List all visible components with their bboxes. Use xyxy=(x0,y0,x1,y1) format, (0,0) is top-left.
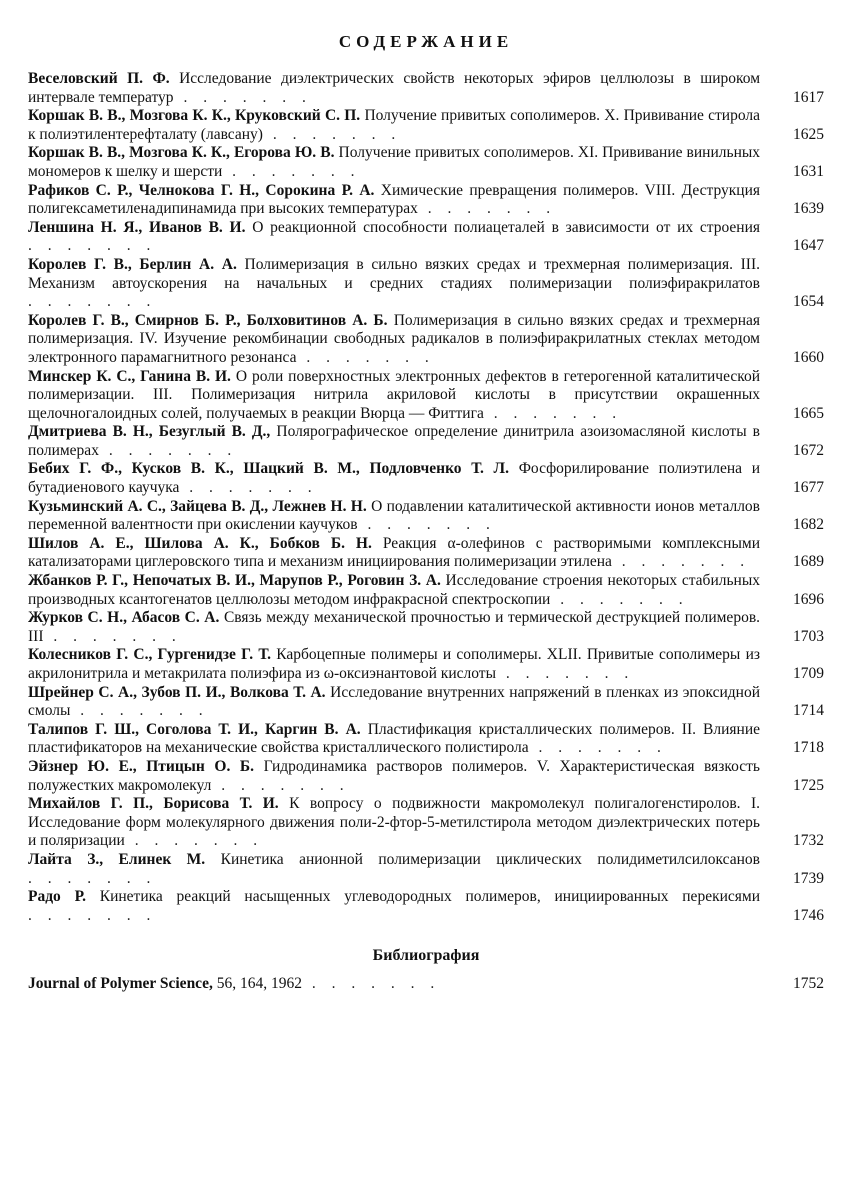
toc-entry-page: 1654 xyxy=(793,293,824,311)
toc-entry-text xyxy=(28,256,770,312)
toc-entry-title: Полярографическое определение динитрила азоизомасляной кислоты в полимерах xyxy=(28,423,760,459)
toc-entry-authors: Радо Р. xyxy=(28,888,86,906)
dot-leader: . . . . . . . xyxy=(28,869,157,887)
toc-entry-authors: Рафиков С. Р., Челнокова Г. Н., Сорокина Р. А. xyxy=(28,181,375,199)
toc-entry-text xyxy=(28,851,770,888)
toc-entry-page: 1696 xyxy=(793,590,824,608)
toc-entry xyxy=(28,975,824,994)
toc-entry-page: 1709 xyxy=(793,665,824,682)
toc-entry-page: 1677 xyxy=(793,479,824,497)
toc-entry xyxy=(28,70,824,107)
dot-leader: . . . . . . . xyxy=(28,237,157,255)
toc-entry-text xyxy=(28,498,770,535)
toc-entry-page: 1718 xyxy=(793,739,824,757)
toc-entry xyxy=(28,609,824,646)
dot-leader: . . . . . . . xyxy=(98,441,238,459)
toc-entry-page: 1665 xyxy=(793,404,824,422)
toc-entry-page: 1703 xyxy=(793,627,824,645)
toc-entry xyxy=(28,423,824,460)
toc-entry-page: 1647 xyxy=(793,237,824,255)
toc-entry-title: К вопросу о подвижности макромолекул полигалогенстиролов. I. Исследование форм молекулярного движения поли-2-фтор-5-метилстирола методом диэлектрических потерь и поляризации xyxy=(28,795,760,850)
toc-entry xyxy=(28,851,824,888)
toc-entry-authors: Королев Г. В., Смирнов Б. Р., Болховитинов А. Б. xyxy=(28,311,388,329)
dot-leader: . . . . . . . xyxy=(222,162,361,180)
dot-leader: . . . . . . . xyxy=(301,975,441,993)
toc-entry-title: Исследование строения некоторых стабильных производных ксантогенатов целлюлозы методом инфракрасной спектроскопии xyxy=(28,572,761,608)
toc-entry-authors: Эйзнер Ю. Е., Птицын О. Б. xyxy=(28,757,255,775)
bibliography-list xyxy=(28,975,824,994)
toc-entry-authors: Жбанков Р. Г., Непочатых В. И., Марупов Р., Роговин З. А. xyxy=(28,572,441,590)
dot-leader: . . . . . . . xyxy=(179,479,318,497)
toc-entry xyxy=(28,758,824,795)
toc-entry xyxy=(28,535,824,572)
toc-entry-authors: Королев Г. В., Берлин А. А. xyxy=(28,255,237,273)
toc-entry-authors: Коршак В. В., Мозгова К. К., Круковский С. П. xyxy=(28,107,361,125)
toc-entry-title: О реакционной способности полиацеталей в зависимости от их строения xyxy=(252,218,760,236)
toc-entry-title: Реакция α-олефинов с растворимыми комплексными катализаторами циглеровского типа и механизм инициирования полимеризации этилена xyxy=(28,534,760,571)
toc-entry-title: Пластификация кристаллических полимеров. II. Влияние пластификаторов на механические свойства кристаллического полистирола xyxy=(28,720,760,757)
toc-entry-title: Кинетика анионной полимеризации циклических полидиметилсилоксанов xyxy=(220,850,760,868)
toc-entry-authors: Дмитриева В. Н., Безуглый В. Д., xyxy=(28,423,271,441)
toc-entry-authors: Шилов А. Е., Шилова А. К., Бобков Б. Н. xyxy=(28,534,372,552)
toc-entry xyxy=(28,107,824,144)
dot-leader: . . . . . . . xyxy=(28,906,157,924)
toc-entry-text xyxy=(28,423,770,460)
toc-entry-page: 1732 xyxy=(793,832,824,850)
toc-entry-title: О подавлении каталитической активности ионов металлов переменной валентности при окислении каучуков xyxy=(28,497,761,534)
toc-entry-page: 1672 xyxy=(793,441,824,459)
toc-entry-page: 1617 xyxy=(793,88,824,106)
toc-entry-page: 1660 xyxy=(793,348,824,366)
toc-entry-text xyxy=(28,758,770,795)
toc-entry xyxy=(28,888,824,925)
toc-entry-authors: Кузьминский А. С., Зайцева В. Д., Лежнев Н. Н. xyxy=(28,497,367,515)
toc-entry-title: Исследование диэлектрических свойств некоторых эфиров целлюлозы в широком интервале температур xyxy=(28,70,761,106)
dot-leader: . . . . . . . xyxy=(70,702,209,720)
toc-entry-text xyxy=(28,70,770,107)
toc-entry xyxy=(28,795,824,851)
toc-entry xyxy=(28,312,824,368)
toc-entry-authors: Лайта З., Елинек М. xyxy=(28,850,206,868)
toc-entry-title: 56, 164, 1962 xyxy=(216,975,302,993)
toc-entry-authors: Journal of Polymer Science, xyxy=(28,975,213,993)
toc-entry-title: Получение привитых сополимеров. XI. Прививание винильных мономеров к шелку и шерсти xyxy=(28,144,761,180)
toc-entry-authors: Веселовский П. Ф. xyxy=(28,70,170,87)
toc-entry-text xyxy=(28,312,770,368)
toc-entry-page: 1739 xyxy=(793,869,824,887)
dot-leader: . . . . . . . xyxy=(417,200,557,218)
toc-entry xyxy=(28,219,824,256)
bibliography-heading: Библиография xyxy=(372,947,480,965)
toc-entry-page: 1689 xyxy=(793,553,824,571)
dot-leader: . . . . . . . xyxy=(173,88,312,106)
toc-entry-title: Полимеризация в сильно вязких средах и трехмерная полимеризация. III. Механизм автоускорения на начальных и средних стадиях полимеризации полиэфиракрилатов xyxy=(28,255,760,292)
toc-entry-text xyxy=(28,107,770,144)
dot-leader: . . . . . . . xyxy=(483,404,623,422)
toc-entry-text xyxy=(28,368,770,424)
toc-entry-title: Получение привитых сополимеров. X. Прививание стирола к полиэтилентерефталату (лавсану) xyxy=(28,107,761,143)
toc-entry-page: 1631 xyxy=(793,162,824,180)
toc-entry xyxy=(28,368,824,424)
dot-leader: . . . . . . . xyxy=(262,125,402,143)
dot-leader: . . . . . . . xyxy=(611,553,751,571)
dot-leader: . . . . . . . xyxy=(528,739,667,757)
toc-entry-title: Фосфорилирование полиэтилена и бутадиенового каучука xyxy=(28,460,761,497)
toc-entry-text xyxy=(28,795,770,851)
toc-entry-text xyxy=(28,609,770,646)
toc-entry xyxy=(28,460,824,497)
page-title: СОДЕРЖАНИЕ xyxy=(338,32,514,51)
toc-entry-text xyxy=(28,684,770,721)
dot-leader: . . . . . . . xyxy=(43,627,182,645)
toc-entry-title: Связь между механической прочностью и термической деструкцией полимеров. III xyxy=(28,609,761,645)
toc-entry-authors: Колесников Г. С., Гургенидзе Г. Т. xyxy=(28,646,271,664)
toc-entry-title: Исследование внутренних напряжений в пленках из эпоксидной смолы xyxy=(28,683,761,720)
toc-entry-title: О роли поверхностных электронных дефектов в гетерогенной каталитической полимеризации. III. Полимеризация нитрила акриловой кислоты в присутствии окрашенных щелочногалоидных солей, получаемых в реакции Вюрца — Фиттига xyxy=(28,367,761,422)
toc-entry xyxy=(28,684,824,721)
toc-entry-title: Полимеризация в сильно вязких средах и трехмерная полимеризация. IV. Изучение рекомбинации свободных радикалов в полиэфиракрилатных стеклах методом электронного парамагнитного резонанса xyxy=(28,311,761,366)
toc-entry-authors: Леншина Н. Я., Иванов В. И. xyxy=(28,218,246,236)
toc-entry-authors: Бебих Г. Ф., Кусков В. К., Шацкий В. М., Подловченко Т. Л. xyxy=(28,460,509,478)
toc-entry-text xyxy=(28,144,770,181)
dot-leader: . . . . . . . xyxy=(296,348,435,366)
toc-entry-text xyxy=(28,460,770,497)
dot-leader: . . . . . . . xyxy=(28,293,157,311)
toc-entry-page: 1752 xyxy=(793,975,824,993)
toc-entry-title: Карбоцепные полимеры и сополимеры. XLII. Привитые сополимеры из акрилонитрила и метакрилата полиэфира из ω-оксиэнантовой кислоты xyxy=(28,646,760,682)
dot-leader: . . . . . . . xyxy=(550,590,689,608)
dot-leader: . . . . . . . xyxy=(124,832,264,850)
toc-entry-page: 1714 xyxy=(793,702,824,720)
toc-entry xyxy=(28,182,824,219)
toc-entry-text xyxy=(28,888,770,925)
toc-list xyxy=(28,70,824,925)
toc-entry-title: Кинетика реакций насыщенных углеводородных полимеров, инициированных перекисями xyxy=(99,888,761,906)
toc-entry-page: 1725 xyxy=(793,776,824,794)
toc-entry-authors: Минскер К. С., Ганина В. И. xyxy=(28,367,231,385)
toc-entry-title: Химические превращения полимеров. VIII. Деструкция полигексаметиленадипинамида при высоких температурах xyxy=(28,181,760,218)
toc-entry-text xyxy=(28,721,770,758)
dot-leader: . . . . . . . xyxy=(357,516,496,534)
toc-entry xyxy=(28,572,824,609)
toc-entry-authors: Коршак В. В., Мозгова К. К., Егорова Ю. В. xyxy=(28,144,335,162)
toc-entry-authors: Шрейнер С. А., Зубов П. И., Волкова Т. А. xyxy=(28,683,326,701)
toc-entry-title: Гидродинамика растворов полимеров. V. Характеристическая вязкость полужестких макромолекул xyxy=(28,757,760,794)
toc-entry-text xyxy=(28,572,770,609)
toc-entry-authors: Михайлов Г. П., Борисова Т. И. xyxy=(28,795,279,813)
toc-entry-text xyxy=(28,646,770,683)
toc-entry-authors: Талипов Г. Ш., Соголова Т. И., Каргин В. А. xyxy=(28,720,361,738)
dot-leader: . . . . . . . xyxy=(211,776,350,794)
toc-entry-text xyxy=(28,182,770,219)
toc-entry-page: 1625 xyxy=(793,125,824,143)
toc-entry-authors: Журков С. Н., Абасов С. А. xyxy=(28,609,220,627)
toc-entry xyxy=(28,256,824,312)
toc-entry xyxy=(28,498,824,535)
toc-entry-text xyxy=(28,535,770,572)
toc-entry-page: 1682 xyxy=(793,516,824,534)
toc-entry xyxy=(28,721,824,758)
toc-entry-text xyxy=(28,975,770,994)
toc-entry-page: 1746 xyxy=(793,906,824,924)
toc-entry xyxy=(28,646,824,683)
toc-entry-page: 1639 xyxy=(793,200,824,218)
toc-entry-text xyxy=(28,219,770,256)
toc-entry xyxy=(28,144,824,181)
dot-leader: . . . . . . . xyxy=(495,665,635,682)
